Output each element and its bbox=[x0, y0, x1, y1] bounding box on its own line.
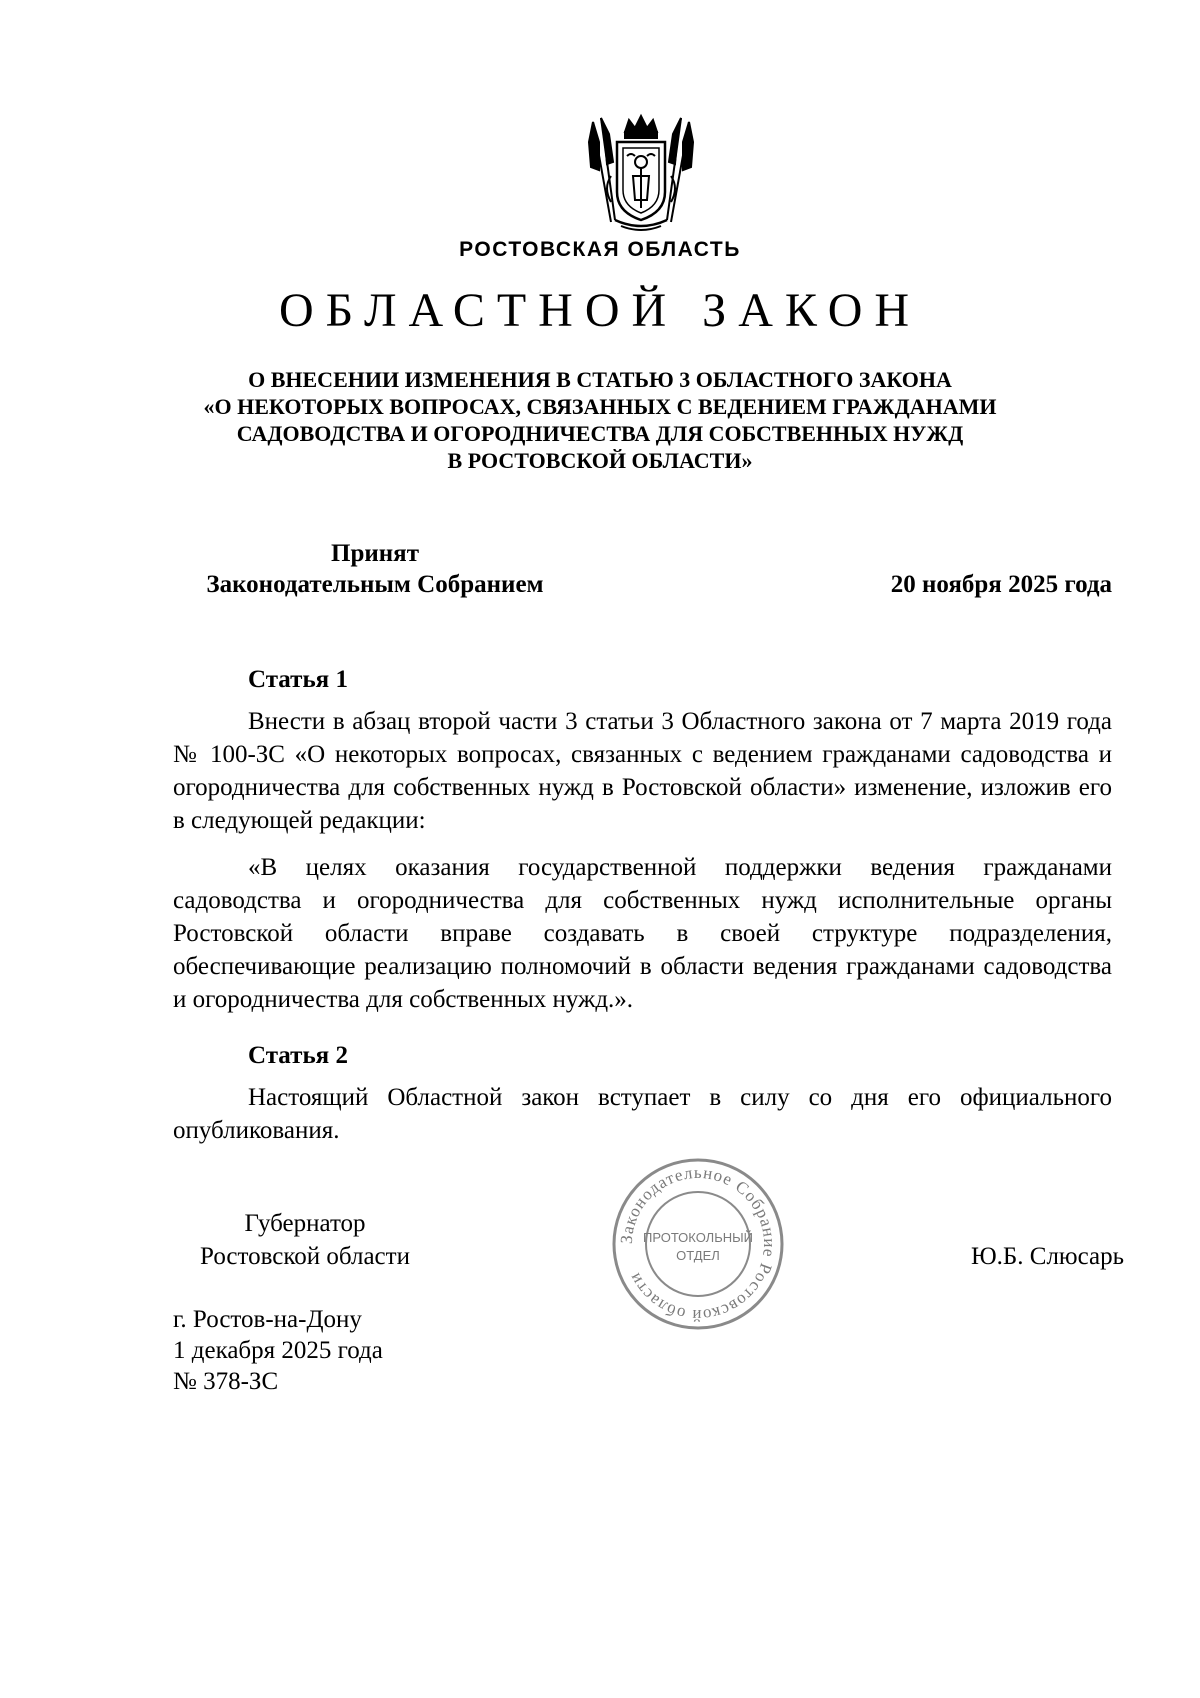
law-number: № 378-ЗС bbox=[173, 1368, 279, 1395]
article-1-heading: Статья 1 bbox=[248, 666, 348, 693]
law-title bbox=[150, 366, 1050, 474]
law-title-line: «О НЕКОТОРЫХ ВОПРОСАХ, СВЯЗАННЫХ С ВЕДЕНИЕМ ГРАЖДАНАМИ bbox=[203, 394, 997, 419]
signatory-region: Ростовской области bbox=[200, 1243, 410, 1270]
adoption-date: 20 ноября 2025 года bbox=[890, 571, 1112, 598]
law-title-line: О ВНЕСЕНИИ ИЗМЕНЕНИЯ В СТАТЬЮ 3 ОБЛАСТНОГО ЗАКОНА bbox=[248, 367, 952, 392]
coat-of-arms-icon bbox=[585, 112, 697, 234]
stamp-center-line: ОТДЕЛ bbox=[676, 1248, 720, 1263]
law-title-line: САДОВОДСТВА И ОГОРОДНИЧЕСТВА ДЛЯ СОБСТВЕННЫХ НУЖД bbox=[236, 421, 964, 446]
signatory-name: Ю.Б. Слюсарь bbox=[970, 1243, 1124, 1270]
article-2-paragraph: Настоящий Областной закон вступает в силу со дня его официального опубликования. bbox=[173, 1084, 1112, 1144]
stamp-center-line: ПРОТОКОЛЬНЫЙ bbox=[642, 1230, 754, 1245]
round-seal-icon bbox=[610, 1156, 786, 1332]
signing-city: г. Ростов-на-Дону bbox=[173, 1306, 362, 1333]
adopted-by: Законодательным Собранием bbox=[206, 571, 544, 598]
signing-date: 1 декабря 2025 года bbox=[173, 1337, 383, 1364]
stamp-ring-text: Законодательное Собрание Ростовской области bbox=[616, 1162, 780, 1326]
adopted-label: Принят bbox=[331, 540, 419, 567]
document-type: ОБЛАСТНОЙ ЗАКОН bbox=[278, 284, 922, 337]
article-1-paragraph: Внести в абзац второй части 3 статьи 3 Областного закона от 7 марта 2019 года № 100-ЗС «О некоторых вопросах, связанных с ведением гражданами садоводства и огородничества для собственных нужд в Ростовской области» изменение, изложив его в следующей редакции: bbox=[173, 708, 1112, 834]
article-1-amendment-text: «В целях оказания государственной поддержки ведения гражданами садоводства и огородничества для собственных нужд исполнительные органы Ростовской области вправе создавать в своей структуре подразделения, обеспечивающие реализацию полномочий в области ведения гражданами садоводства и огородничества для собственных нужд.». bbox=[173, 854, 1112, 1013]
law-title-line: В РОСТОВСКОЙ ОБЛАСТИ» bbox=[447, 448, 753, 473]
signatory-title: Губернатор bbox=[244, 1210, 366, 1237]
region-name: РОСТОВСКАЯ ОБЛАСТЬ bbox=[459, 238, 741, 261]
article-2-heading: Статья 2 bbox=[248, 1042, 348, 1069]
